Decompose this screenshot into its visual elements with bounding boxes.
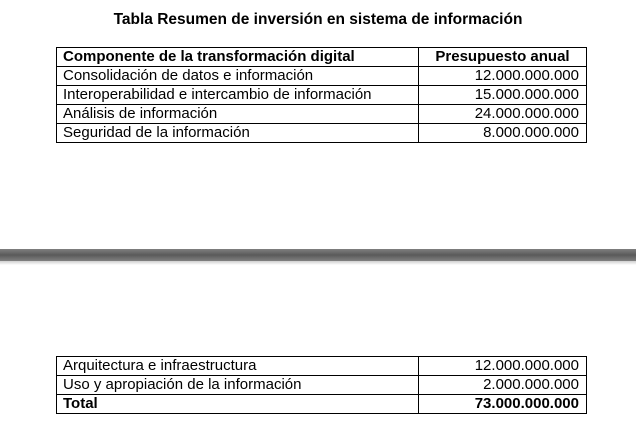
component-cell: Análisis de información	[57, 105, 419, 124]
total-row	[57, 395, 587, 414]
page-break-divider	[0, 249, 636, 261]
component-cell: Uso y apropiación de la información	[57, 376, 419, 395]
budget-table-top	[56, 47, 587, 143]
component-cell: Interoperabilidad e intercambio de información	[57, 86, 419, 105]
page-title: Tabla Resumen de inversión en sistema de información	[113, 11, 523, 28]
total-value: 73.000.000.000	[419, 395, 587, 414]
table-row	[57, 105, 587, 124]
budget-cell: 2.000.000.000	[419, 376, 587, 395]
table-row	[57, 124, 587, 143]
budget-table-bottom	[56, 356, 587, 414]
table-row	[57, 357, 587, 376]
budget-cell: 8.000.000.000	[419, 124, 587, 143]
column-header-budget: Presupuesto anual	[419, 48, 587, 67]
page-break-shadow	[0, 261, 636, 265]
column-header-component: Componente de la transformación digital	[57, 48, 419, 67]
table-header-row	[57, 48, 587, 67]
component-cell: Consolidación de datos e información	[57, 67, 419, 86]
table-row	[57, 376, 587, 395]
total-label: Total	[57, 395, 419, 414]
budget-cell: 12.000.000.000	[419, 67, 587, 86]
budget-cell: 12.000.000.000	[419, 357, 587, 376]
table-row	[57, 67, 587, 86]
budget-cell: 24.000.000.000	[419, 105, 587, 124]
component-cell: Arquitectura e infraestructura	[57, 357, 419, 376]
budget-cell: 15.000.000.000	[419, 86, 587, 105]
component-cell: Seguridad de la información	[57, 124, 419, 143]
table-row	[57, 86, 587, 105]
